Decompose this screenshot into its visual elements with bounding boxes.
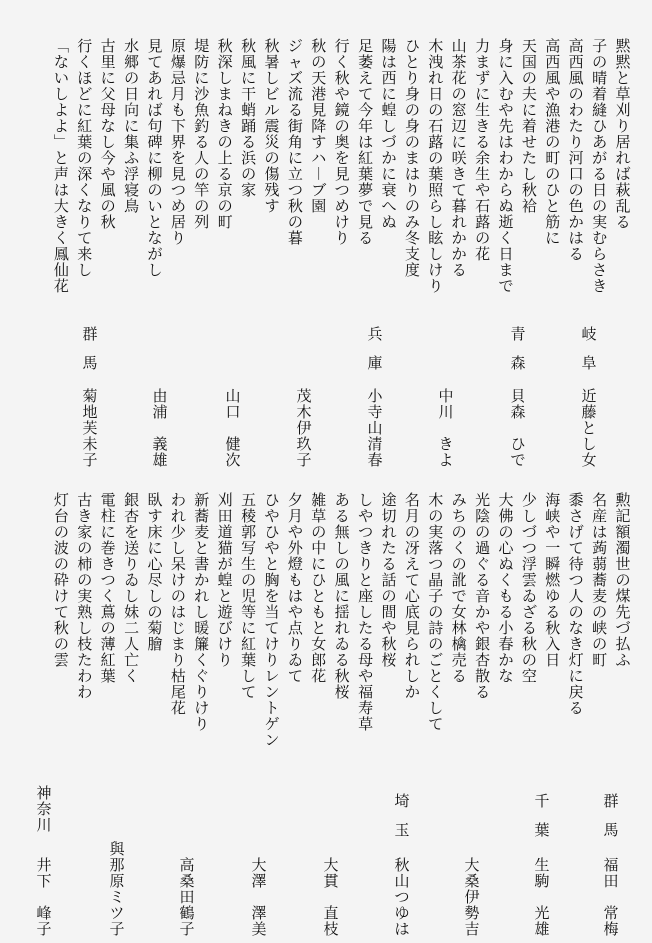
poem-column: 臥 す 床 に 心 尽 し の 菊 膾 bbox=[147, 491, 163, 653]
poem-column: 力 ま ず に 生 き る 余 生 や 石 蕗 の 花 bbox=[475, 37, 491, 263]
poem-column: 秋 風 に 干 蛸 踊 る 浜 の 家 bbox=[241, 37, 257, 199]
author-name: 貝 森 ひ で bbox=[510, 387, 526, 469]
author-name: 由 浦 義 雄 bbox=[152, 387, 168, 469]
author-name: 菊 地 芙 未 子 bbox=[82, 387, 98, 469]
poem-column: 銀 杏 を 送 り ゐ し 妹 二 人 亡 く bbox=[124, 491, 140, 685]
poem-column: 原 爆 忌 月 も 下 界 を 見 つ め 居 り bbox=[170, 37, 186, 247]
poem-column: 夕 月 や 外 燈 も は や 点 り ゐ て bbox=[287, 491, 303, 685]
poem-column: ﹁ な い し よ よ ﹂ と 声 は 大 き く 鳳 仙 花 bbox=[53, 37, 69, 295]
poem-column: 新 蕎 麦 と 書 か れ し 暖 簾 く ぐ り け り bbox=[194, 491, 210, 733]
poem-column: 古 里 に 父 母 な し 今 や 風 の 秋 bbox=[100, 37, 116, 231]
poem-column: し や つ き り と 座 し た る 母 や 福 寿 草 bbox=[358, 491, 374, 733]
author-prefecture: 兵 庫 bbox=[367, 325, 383, 372]
poem-column: 黙 黙 と 草 刈 り 居 れ ば 萩 乱 る bbox=[615, 37, 631, 231]
poem-column: 高 西 風 の わ た り 河 口 の 色 か は る bbox=[568, 37, 584, 263]
poem-column: わ れ 少 し 呆 け の は じ ま り 枯 尾 花 bbox=[170, 491, 186, 717]
poem-column: 黍 さ げ て 待 つ 人 の な き 灯 に 戻 る bbox=[568, 491, 584, 717]
poem-column: 木 洩 れ 日 の 石 蕗 の 葉 照 ら し 眩 し け り bbox=[428, 37, 444, 295]
poem-column: 少 し づ つ 浮 雲 ゐ ざ る 秋 の 空 bbox=[521, 491, 537, 685]
poem-column: ジ ャ ズ 流 る 街 角 に 立 つ 秋 の 暮 bbox=[287, 37, 303, 247]
author-prefecture: 群 馬 bbox=[603, 792, 619, 839]
poem-column: 水 郷 の 日 向 に 集 ふ 浮 寝 鳥 bbox=[124, 37, 140, 215]
poem-column: 木 の 実 落 つ 晶 子 の 詩 の ご と く し て bbox=[428, 491, 444, 733]
poem-column: ひ や ひ や と 胸 を 当 て け り レ ン ト ゲ ン bbox=[264, 491, 280, 749]
poem-column: 勲 記 額 濁 世 の 煤 先 づ 払 ふ bbox=[615, 491, 631, 669]
author-name: 近 藤 と し 女 bbox=[581, 387, 597, 469]
poem-column: 秋 暑 し ビ ル 震 災 の 傷 残 す bbox=[264, 37, 280, 215]
poem-column: 行 く 秋 や 鏡 の 奥 を 見 つ め け り bbox=[334, 37, 350, 247]
author-name: 山 口 健 次 bbox=[225, 387, 241, 469]
author-name: 福 田 常 梅 bbox=[603, 856, 619, 938]
author-prefecture: 青 森 bbox=[510, 325, 526, 372]
author-prefecture: 埼 玉 bbox=[394, 792, 410, 839]
author-name: 生 駒 光 雄 bbox=[534, 856, 550, 938]
author-prefecture: 千 葉 bbox=[534, 792, 550, 839]
poem-column: 五 稜 郭 写 生 の 児 等 に 紅 葉 し て bbox=[241, 491, 257, 701]
author-name: 大 澤 澤 美 bbox=[251, 856, 267, 938]
poem-column: 刈 田 道 猫 が 蝗 と 遊 び け り bbox=[217, 491, 233, 669]
poem-column: 見 て あ れ ば 句 碑 に 柳 の い と な が し bbox=[147, 37, 163, 279]
author-name: 井 下 峰 子 bbox=[36, 856, 52, 938]
poem-column: 海 峡 や 一 瞬 燃 ゆ る 秋 入 日 bbox=[545, 491, 561, 669]
author-name: 大 桑 伊 勢 吉 bbox=[464, 856, 480, 938]
poem-column: 身 に 入 む や 先 は わ か ら ぬ 逝 く 日 ま で bbox=[498, 37, 514, 295]
poem-column: 名 産 は 蒟 蒻 蕎 麦 の 峡 の 町 bbox=[592, 491, 608, 669]
poem-column: 光 陰 の 過 ぐ る 音 か や 銀 杏 散 る bbox=[475, 491, 491, 701]
poem-column: 山 茶 花 の 窓 辺 に 咲 き て 暮 れ か か る bbox=[451, 37, 467, 279]
author-name: 中 川 き よ bbox=[438, 387, 454, 469]
author-name: 大 貫 直 枝 bbox=[323, 856, 339, 938]
poem-column: み ち の く の 訛 で 女 林 檎 売 る bbox=[451, 491, 467, 685]
poem-column: 子 の 晴 着 縫 ひ あ が る 日 の 実 む ら さ き bbox=[592, 37, 608, 295]
poem-column: ひ と り 身 の 身 の ま は り の み 冬 支 度 bbox=[404, 37, 420, 279]
poem-column: 古 き 家 の 柿 の 実 熟 し 枝 た わ わ bbox=[77, 491, 93, 701]
author-name: 秋 山 つ ゆ は bbox=[394, 856, 410, 938]
author-prefecture: 群 馬 bbox=[82, 325, 98, 372]
author-name: 高 桑 田 鶴 子 bbox=[179, 856, 195, 938]
poem-column: 大 佛 の 心 ぬ く も る 小 春 か な bbox=[498, 491, 514, 685]
author-prefecture: 神 奈 川 bbox=[36, 784, 52, 834]
poem-column: 灯 台 の 波 の 砕 け て 秋 の 雲 bbox=[53, 491, 69, 669]
author-name: 小 寺 山 清 春 bbox=[367, 387, 383, 469]
poem-column: 高 西 風 や 漁 港 の 町 の ひ と 筋 に bbox=[545, 37, 561, 247]
poem-column: 途 切 れ た る 話 の 間 や 秋 桜 bbox=[381, 491, 397, 669]
poem-column: 陽 は 西 に 蝗 し づ か に 衰 へ ぬ bbox=[381, 37, 397, 231]
poem-column: 電 柱 に 巻 き つ く 蔦 の 薄 紅 葉 bbox=[100, 491, 116, 685]
poem-column: 雑 草 の 中 に ひ と も と 女 郎 花 bbox=[311, 491, 327, 685]
poem-column: 天 国 の 夫 に 着 せ た し 秋 袷 bbox=[521, 37, 537, 215]
poem-column: 名 月 の 冴 え て 心 底 見 ら れ し か bbox=[404, 491, 420, 701]
poem-column: 秋 深 し ま ね き の 上 る 京 の 町 bbox=[217, 37, 233, 231]
poem-column: 堤 防 に 沙 魚 釣 る 人 の 竿 の 列 bbox=[194, 37, 210, 231]
author-name: 與 那 原 ミ ツ 子 bbox=[109, 840, 125, 938]
poem-column: 行 く ほ ど に 紅 葉 の 深 く な り て 来 し bbox=[77, 37, 93, 279]
poem-column: あ る 無 し の 風 に 揺 れ ゐ る 秋 桜 bbox=[334, 491, 350, 701]
poem-column: 足 萎 え て 今 年 は 紅 葉 夢 で 見 る bbox=[358, 37, 374, 247]
author-prefecture: 岐 阜 bbox=[581, 325, 597, 372]
poem-column: 秋 の 天 港 見 降 す ハ ︱ ブ 園 bbox=[311, 37, 327, 215]
author-name: 茂 木 伊 玖 子 bbox=[296, 387, 312, 469]
